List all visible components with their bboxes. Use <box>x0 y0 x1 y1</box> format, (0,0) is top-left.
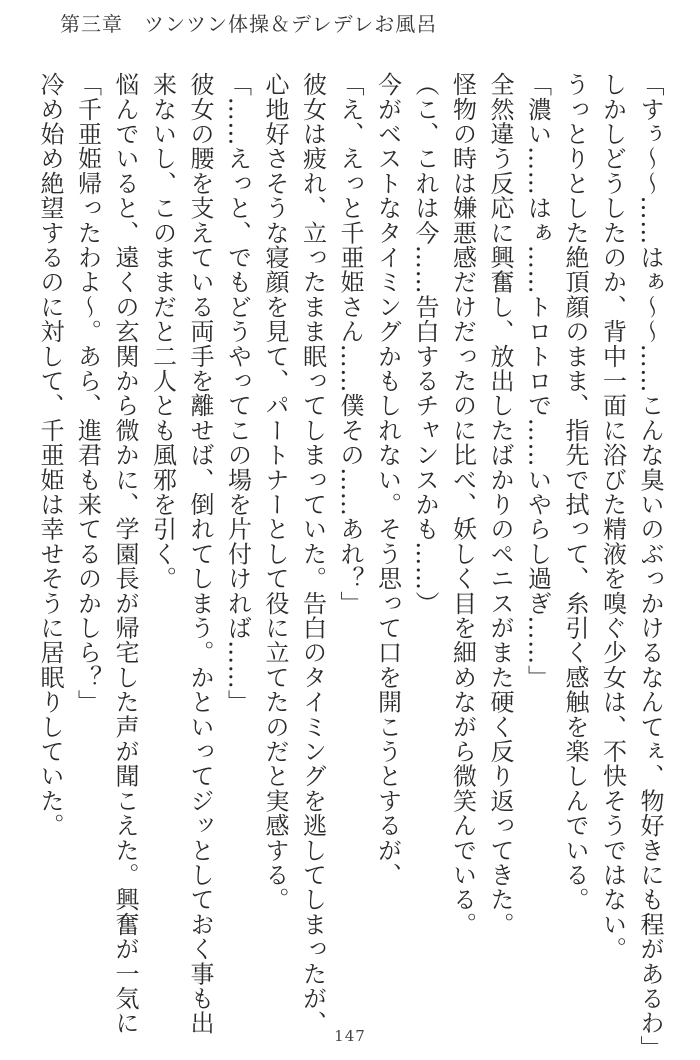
text-line: 彼女は疲れ、立ったまま眠ってしまっていた。告白のタイミングを逃してしまったが、 <box>298 72 327 1036</box>
text-line: うっとりとした絶頂顔のまま、指先で拭って、糸引く感触を楽しんでいる。 <box>561 72 589 912</box>
text-line: 全然違う反応に興奮し、放出したばかりのペニスがまた硬く反り返ってきた。 <box>486 72 514 937</box>
text-line: （こ、これは今……告白するチャンスかも……） <box>411 72 439 616</box>
text-line: 来ないし、このままだと二人とも風邪を引く。 <box>148 72 177 591</box>
text-line: しかしどうしたのか、背中一面に浴びた精液を嗅ぐ少女は、不快そうではない。 <box>598 72 627 962</box>
text-line: 「すぅ〜〜……はぁ〜〜……こんな臭いのぶっかけるなんてぇ、物好きにも程があるわ」 <box>636 72 664 1060</box>
page-number: 147 <box>334 1027 366 1045</box>
text-line: 「……えっと、でもどうやってこの場を片付ければ……」 <box>223 72 252 715</box>
text-line: 「千亜姫帰ったわよ〜。あら、進君も来てるのかしら？」 <box>73 72 102 715</box>
text-line: 冷め始め絶望するのに対して、千亜姫は幸せそうに居眠りしていた。 <box>36 72 64 838</box>
text-line: 今がベストなタイミングかもしれない。そう思って口を開こうとするが、 <box>373 72 402 888</box>
chapter-title: 第三章 ツンツン体操＆デレデレお風呂 <box>60 12 438 36</box>
text-line: 「濃い……はぁ……トロトロで……いやらし過ぎ……」 <box>523 72 552 690</box>
text-line: 悩んでいると、遠くの玄関から微かに、学園長が帰宅した声が聞こえた。興奮が一気に <box>111 72 139 1036</box>
text-line: 心地好さそうな寝顔を見て、パートナーとして役に立てたのだと実感する。 <box>261 72 289 912</box>
text-line: 彼女の腰を支えている両手を離せば、倒れてしまう。かといってジッとしておく事も出 <box>186 72 214 1036</box>
text-line: 怪物の時は嫌悪感だけだったのに比べ、妖しく目を細めながら微笑んでいる。 <box>448 72 477 937</box>
text-line: 「え、えっと千亜姫さん……僕その……あれ？」 <box>336 72 364 616</box>
